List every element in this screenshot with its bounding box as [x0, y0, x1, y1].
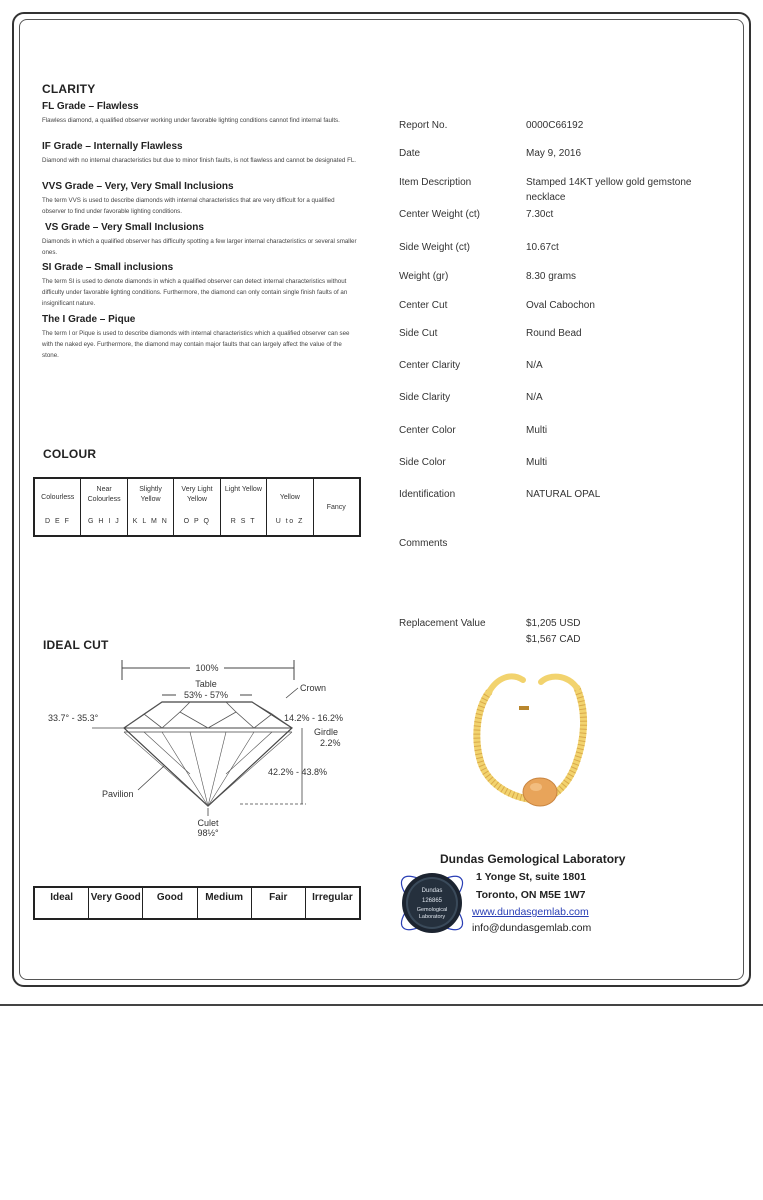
colour-name: Fancy — [326, 504, 346, 511]
item-description-value: Stamped 14KT yellow gold gemstone necklace — [526, 177, 692, 203]
lab-seal-logo — [392, 860, 472, 945]
weight-label: Weight (gr) — [399, 271, 449, 282]
center-weight-value: 7.30ct — [526, 209, 554, 220]
crown-angle: 33.7° - 35.3° — [48, 713, 99, 723]
center-cut-value: Oval Cabochon — [526, 300, 595, 311]
clarity-heading: CLARITY — [42, 82, 96, 96]
grade-si-title: SI Grade – Small inclusions — [42, 262, 174, 273]
colour-heading: COLOUR — [43, 447, 97, 461]
diamond-proportions-diagram — [40, 654, 370, 844]
seal-text: Dundas — [421, 888, 443, 894]
center-color-value: Multi — [526, 425, 548, 436]
weight-value: 8.30 grams — [526, 271, 577, 282]
page-divider — [0, 1004, 763, 1006]
lab-address-line1: 1 Yonge St, suite 1801 — [476, 871, 586, 883]
culet-value: 98½° — [197, 828, 219, 838]
identification-value: NATURAL OPAL — [526, 489, 601, 500]
colour-name: Light Yellow — [224, 486, 262, 493]
seal-text: 126865 — [421, 898, 443, 904]
lab-email[interactable]: info@dundasgemlab.com — [472, 922, 592, 934]
replacement-value-label: Replacement Value — [399, 618, 486, 629]
colour-grades: G H I J — [87, 518, 121, 525]
comments-label: Comments — [399, 538, 448, 549]
colour-cell — [314, 479, 359, 535]
colour-cell — [174, 479, 220, 535]
side-color-label: Side Color — [399, 457, 446, 468]
center-cut-label: Center Cut — [399, 300, 448, 311]
center-clarity-label: Center Clarity — [399, 360, 461, 371]
colour-cell — [267, 479, 313, 535]
item-description-label: Item Description — [399, 177, 472, 188]
pavilion-label: Pavilion — [102, 789, 134, 799]
colour-cell — [81, 479, 127, 535]
colour-grades: K L M N — [132, 518, 169, 525]
cut-grade-cell: Very Good — [89, 888, 143, 918]
cut-grade-cell: Ideal — [35, 888, 89, 918]
pavilion-depth: 42.2% - 43.8% — [268, 767, 328, 777]
date-label: Date — [399, 148, 421, 159]
seal-text: Laboratory — [418, 914, 446, 920]
table-range: 53% - 57% — [183, 690, 229, 700]
total-width-label: 100% — [195, 663, 219, 673]
grade-fl-title: FL Grade – Flawless — [42, 101, 139, 112]
side-weight-label: Side Weight (ct) — [399, 242, 470, 253]
colour-name: Yellow — [279, 494, 300, 501]
cut-grade-cell: Medium — [198, 888, 252, 918]
date-value: May 9, 2016 — [526, 148, 582, 159]
cut-grade-cell: Irregular — [312, 892, 353, 903]
crown-label: Crown — [300, 683, 327, 693]
cut-grade-cell: Good — [143, 888, 197, 918]
grade-if-title: IF Grade – Internally Flawless — [42, 141, 183, 152]
grade-if-desc: Diamond with no internal characteristics but due to minor finish faults, is not flawless and cannot be designated FL. — [42, 157, 357, 164]
identification-label: Identification — [399, 489, 456, 500]
colour-name: Colourless — [41, 494, 75, 501]
crown-height: 14.2% - 16.2% — [284, 713, 344, 723]
grade-si-desc: The term SI is used to denote diamonds in which a qualified observer can detect internal characteristics without difficulty under favorable lighting conditions. Furthermore, the diamond can only contain single finish faults of an insignificant nature. — [42, 278, 348, 307]
center-weight-label: Center Weight (ct) — [399, 209, 480, 220]
culet-label: Culet — [197, 818, 219, 828]
colour-grades: R S T — [230, 518, 257, 525]
necklace-photo — [457, 668, 623, 826]
side-weight-value: 10.67ct — [526, 242, 559, 253]
colour-grades: O P Q — [183, 518, 211, 525]
side-clarity-value: N/A — [526, 392, 543, 403]
colour-grades: D E F — [45, 518, 71, 525]
report-no-label: Report No. — [399, 120, 448, 131]
side-clarity-label: Side Clarity — [399, 392, 451, 403]
lab-name: Dundas Gemological Laboratory — [440, 852, 626, 866]
grade-i-title: The I Grade – Pique — [42, 314, 136, 325]
table-label: Table — [195, 679, 217, 689]
grade-vvs-title: VVS Grade – Very, Very Small Inclusions — [42, 181, 234, 192]
side-cut-value: Round Bead — [526, 328, 582, 339]
colour-scale-table — [33, 477, 361, 537]
clasp — [519, 706, 529, 710]
opal-pendant — [523, 778, 557, 806]
colour-cell — [221, 479, 267, 535]
grade-vvs-desc: The term VVS is used to describe diamonds with internal characteristics that are very difficult for a qualified observer to find under favorable lighting conditions. — [42, 197, 335, 215]
colour-cell — [128, 479, 174, 535]
colour-name: Near Colourless — [87, 486, 121, 503]
girdle-value: 2.2% — [320, 738, 341, 748]
colour-name: Very Light Yellow — [181, 486, 213, 503]
replacement-value-cad: $1,567 CAD — [526, 634, 581, 645]
colour-grades: U to Z — [275, 518, 304, 525]
grade-fl-desc: Flawless diamond, a qualified observer working under favorable lighting conditions cannot find internal faults. — [42, 117, 340, 124]
lab-address-line2: Toronto, ON M5E 1W7 — [476, 889, 586, 901]
seal-text: Gemological — [416, 907, 448, 913]
lab-website-link[interactable]: www.dundasgemlab.com — [472, 906, 589, 918]
girdle-label: Girdle — [314, 727, 339, 737]
ideal-cut-heading: IDEAL CUT — [43, 638, 109, 652]
colour-cell — [35, 479, 81, 535]
colour-name: Slightly Yellow — [139, 486, 162, 503]
side-cut-label: Side Cut — [399, 328, 438, 339]
replacement-value-usd: $1,205 USD — [526, 618, 581, 629]
grade-vs-title: VS Grade – Very Small Inclusions — [45, 222, 204, 233]
cut-grade-cell: Fair — [252, 888, 306, 918]
side-color-value: Multi — [526, 457, 548, 468]
center-color-label: Center Color — [399, 425, 456, 436]
cut-grade-table — [33, 886, 361, 920]
grade-vs-desc: Diamonds in which a qualified observer has difficulty spotting a few larger internal characteristics or several smaller ones. — [42, 238, 357, 256]
grade-i-desc: The term I or Pique is used to describe diamonds with internal characteristics which a qualified observer can see with the naked eye. Furthermore, the diamond may contain major faults that can largely affect the value of the stone. — [42, 330, 350, 359]
center-clarity-value: N/A — [526, 360, 543, 371]
report-no-value: 0000C66192 — [526, 120, 584, 131]
